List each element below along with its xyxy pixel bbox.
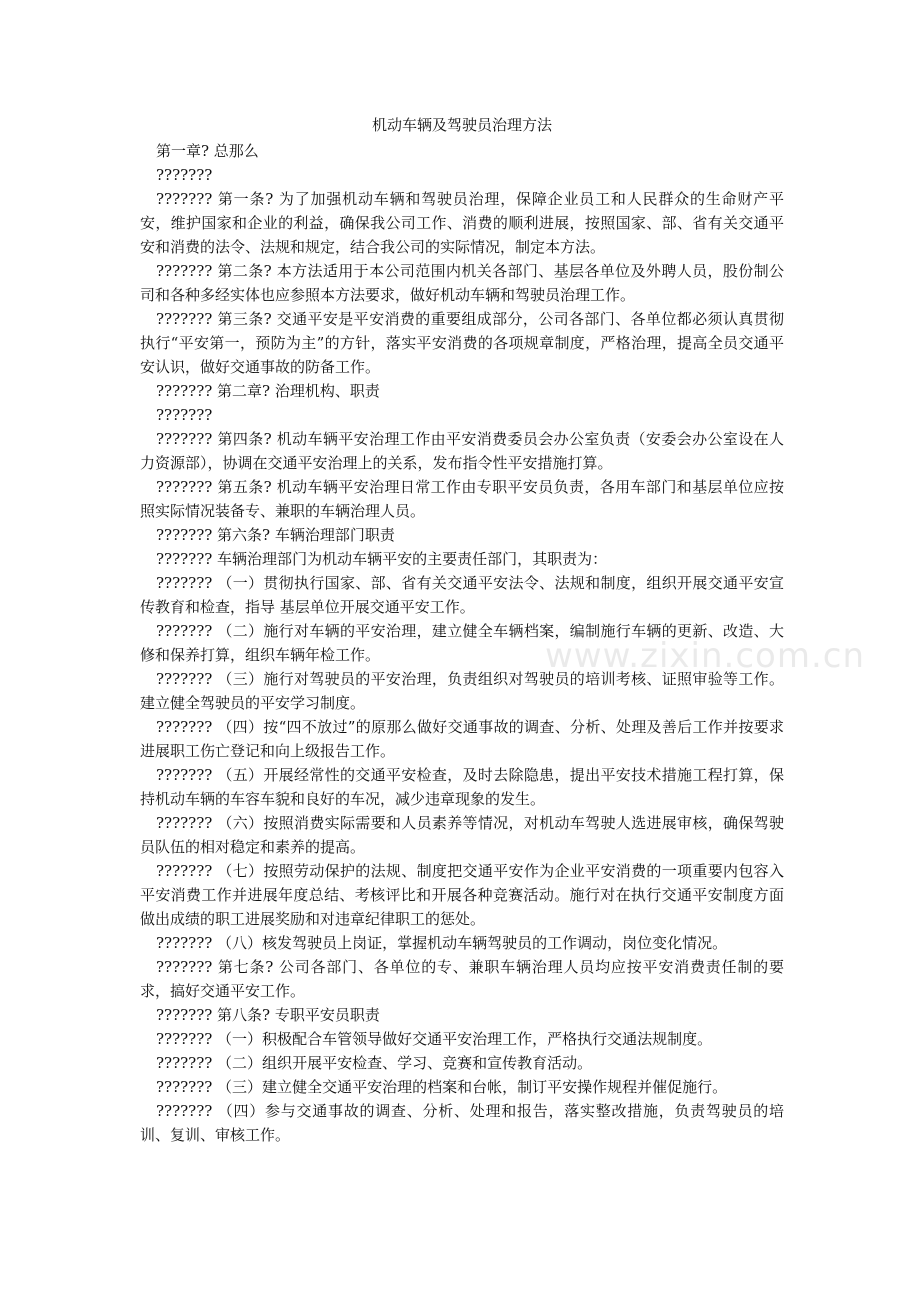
paragraph-23: ??????? （二）组织开展平安检查、学习、竞赛和宣传教育活动。 [156, 1054, 593, 1072]
document-body [140, 113, 784, 1147]
paragraph-16: ??????? （五）开展经常性的交通平安检查，及时去除隐患，提出平安技术措施工程打算，保持机动车辆的车容车貌和良好的车况，减少违章现象的发生。 [140, 766, 784, 808]
paragraph-15: ??????? （四）按“四不放过”的原那么做好交通事故的调查、分析、处理及善后工作并按要求进展职工伤亡登记和向上级报告工作。 [140, 718, 784, 760]
paragraph-1: 第一章? 总那么 [156, 142, 259, 160]
paragraph-3: ??????? 第一条? 为了加强机动车辆和驾驶员治理，保障企业员工和人民群众的生命财产平安，维护国家和企业的利益，确保我公司工作、消费的顺利进展，按照国家、部、省有关交通平安和消费的法令、法规和规定，结合我公司的实际情况，制定本方法。 [140, 190, 784, 256]
paragraph-7: ??????? [156, 406, 213, 424]
paragraph-20: ??????? 第七条? 公司各部门、各单位的专、兼职车辆治理人员均应按平安消费责任制的要求，搞好交通平安工作。 [140, 958, 784, 1000]
document-title: 机动车辆及驾驶员治理方法 [371, 116, 552, 134]
paragraph-12: ??????? （一）贯彻执行国家、部、省有关交通平安法令、法规和制度，组织开展交通平安宣传教育和检查，指导 基层单位开展交通平安工作。 [140, 574, 784, 616]
paragraph-18: ??????? （七）按照劳动保护的法规、制度把交通平安作为企业平安消费的一项重要内包容入平安消费工作并进展年度总结、考核评比和开展各种竞赛活动。施行对在执行交通平安制度方面做出成绩的职工进展奖励和对违章纪律职工的惩处。 [140, 862, 784, 928]
paragraph-22: ??????? （一）积极配合车管领导做好交通平安治理工作，严格执行交通法规制度。 [156, 1030, 713, 1048]
paragraph-8: ??????? 第四条? 机动车辆平安治理工作由平安消费委员会办公室负责（安委会办公室设在人力资源部），协调在交通平安治理上的关系，发布指令性平安措施打算。 [140, 430, 784, 472]
paragraph-11: ??????? 车辆治理部门为机动车辆平安的主要责任部门，其职责为： [156, 550, 608, 568]
paragraph-2: ??????? [156, 166, 213, 184]
paragraph-13: ??????? （二）施行对车辆的平安治理，建立健全车辆档案，编制施行车辆的更新、改造、大修和保养打算，组织车辆年检工作。 [140, 622, 784, 664]
paragraph-25: ??????? （四）参与交通事故的调查、分析、处理和报告，落实整改措施，负责驾驶员的培训、复训、审核工作。 [140, 1102, 784, 1144]
paragraph-21: ??????? 第八条? 专职平安员职责 [156, 1006, 380, 1024]
paragraph-6: ??????? 第二章? 治理机构、职责 [156, 382, 380, 400]
paragraph-24: ??????? （三）建立健全交通平安治理的档案和台帐，制订平安操作规程并催促施行。 [156, 1078, 728, 1096]
paragraph-19: ??????? （八）核发驾驶员上岗证，掌握机动车辆驾驶员的工作调动，岗位变化情况。 [156, 934, 728, 952]
paragraph-10: ??????? 第六条? 车辆治理部门职责 [156, 526, 395, 544]
paragraph-5: ??????? 第三条? 交通平安是平安消费的重要组成部分，公司各部门、各单位都必须认真贯彻执行“平安第一，预防为主”的方针，落实平安消费的各项规章制度，严格治理，提高全员交通平安认识，做好交通事故的防备工作。 [140, 310, 784, 376]
paragraph-4: ??????? 第二条? 本方法适用于本公司范围内机关各部门、基层各单位及外聘人员，股份制公司和各种多经实体也应参照本方法要求，做好机动车辆和驾驶员治理工作。 [140, 262, 784, 304]
paragraph-17: ??????? （六）按照消费实际需要和人员素养等情况，对机动车驾驶人选进展审核，确保驾驶员队伍的相对稳定和素养的提高。 [140, 814, 784, 856]
paragraph-14: ??????? （三）施行对驾驶员的平安治理，负责组织对驾驶员的培训考核、证照审验等工作。建立健全驾驶员的平安学习制度。 [140, 670, 784, 712]
paragraph-9: ??????? 第五条? 机动车辆平安治理日常工作由专职平安员负责，各用车部门和基层单位应按照实际情况装备专、兼职的车辆治理人员。 [140, 478, 784, 520]
watermark: www.zixin.com.cn [545, 636, 865, 676]
